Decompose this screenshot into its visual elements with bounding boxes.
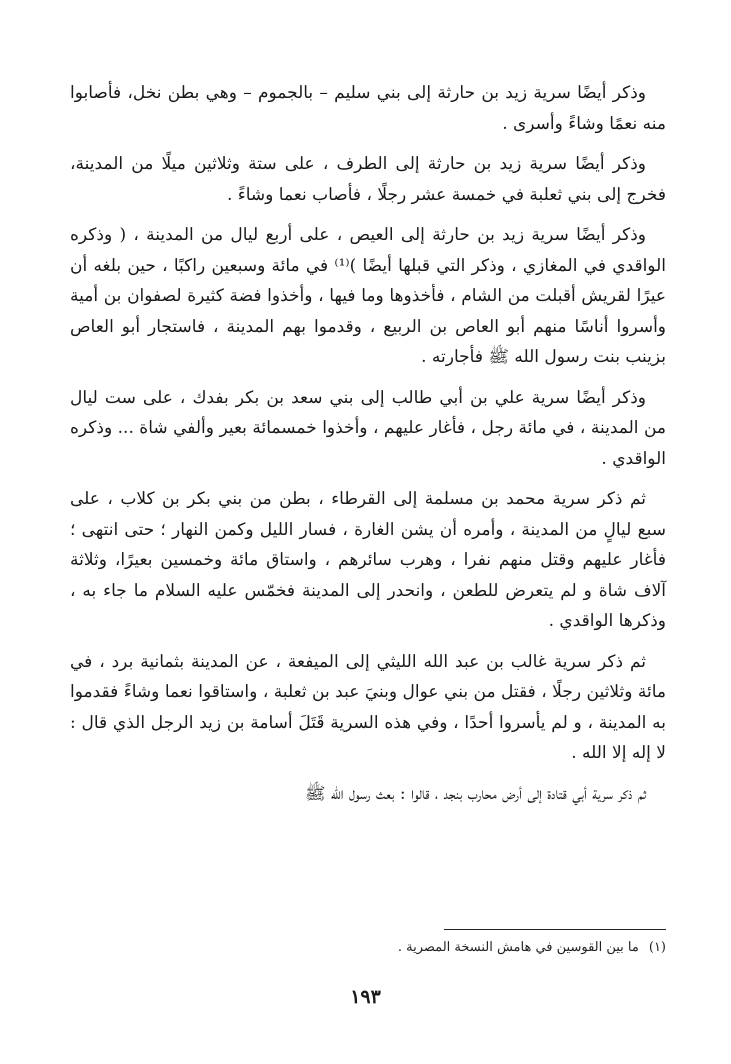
paragraph-4: وذكر أيضًا سرية علي بن أبي طالب إلى بني سعد بن بكر بفدك ، على ست ليال من المدينة ، في مائة رجل ، فأغار عليهم ، وأخذوا خمسمائة بعير وألفي شاة ... وذكره الواقدي .: [70, 387, 666, 469]
paragraph-1: وذكر أيضًا سرية زيد بن حارثة إلى بني سليم – بالجموم – وهي بطن نخل، فأصابوا منه نعمًا وشاءً وأسرى .: [70, 83, 666, 134]
footnote-text: ما بين القوسين في هامش النسخة المصرية .: [397, 940, 639, 955]
footnote-marker: (١): [648, 940, 666, 955]
paragraph-7: ثم ذكر سرية أبي قتادة إلى أرض محارب بنجد ، قالوا : بعث رسول الله ﷺ: [304, 783, 646, 804]
footnote-divider: [444, 929, 666, 930]
paragraph-2: وذكر أيضًا سرية زيد بن حارثة إلى الطرف ، على ستة وثلاثين ميلًا من المدينة، فخرج إلى بني ثعلبة في خمسة عشر رجلًا ، فأصاب نعما وشاءً .: [70, 154, 666, 205]
footnote: [106, 938, 666, 958]
paragraph-6: ثم ذكر سرية غالب بن عبد الله الليثي إلى الميفعة ، عن المدينة بثمانية برد ، في مائة وثلاثين رجلًا ، فقتل من بني عوال وبنيَ عبد بن ثعلبة ، واستاقوا نعما وشاءً فقدموا به المدينة ، و لم يأسروا أحدًا ، وفي هذه السرية قَتَلَ أسامة بن زيد الرجل الذي قال : لا إله إلا الله .: [70, 651, 666, 763]
main-text: [70, 78, 666, 809]
paragraph-5: ثم ذكر سرية محمد بن مسلمة إلى القرطاء ، بطن من بني بكر بن كلاب ، على سبع ليالٍ من المدينة ، وأمره أن يشن الغارة ، فسار الليل وكمن النهار ؛ حتى انتهى ؛ فأغار عليهم وقتل منهم نفرا ، وهرب سائرهم ، واستاق مائة وخمسين بعيرًا، وثلاثة آلاف شاة و لم يتعرض للطعن ، وانحدر إلى المدينة فخمّس عليه السلام ما جاء به ، وذكرها الواقدي .: [70, 489, 666, 631]
paragraph-3: وذكر أيضًا سرية زيد بن حارثة إلى العيص ، على أربع ليال من المدينة ، ( وذكره الواقدي في المغازي ، وذكر التي قبلها أيضًا )⁽¹⁾ في مائة وسبعين راكبًا ، حين بلغه أن عيرًا لقريش أقبلت من الشام ، فأخذوها وما فيها ، وأخذوا فضة كثيرة لصفوان بن أمية وأسروا أناسًا منهم أبو العاص بن الربيع ، وقدموا بهم المدينة ، فاستجار أبو العاص بزينب بنت رسول الله ﷺ فأجارته .: [70, 225, 666, 367]
page-number: ١٩٣: [350, 986, 381, 1008]
